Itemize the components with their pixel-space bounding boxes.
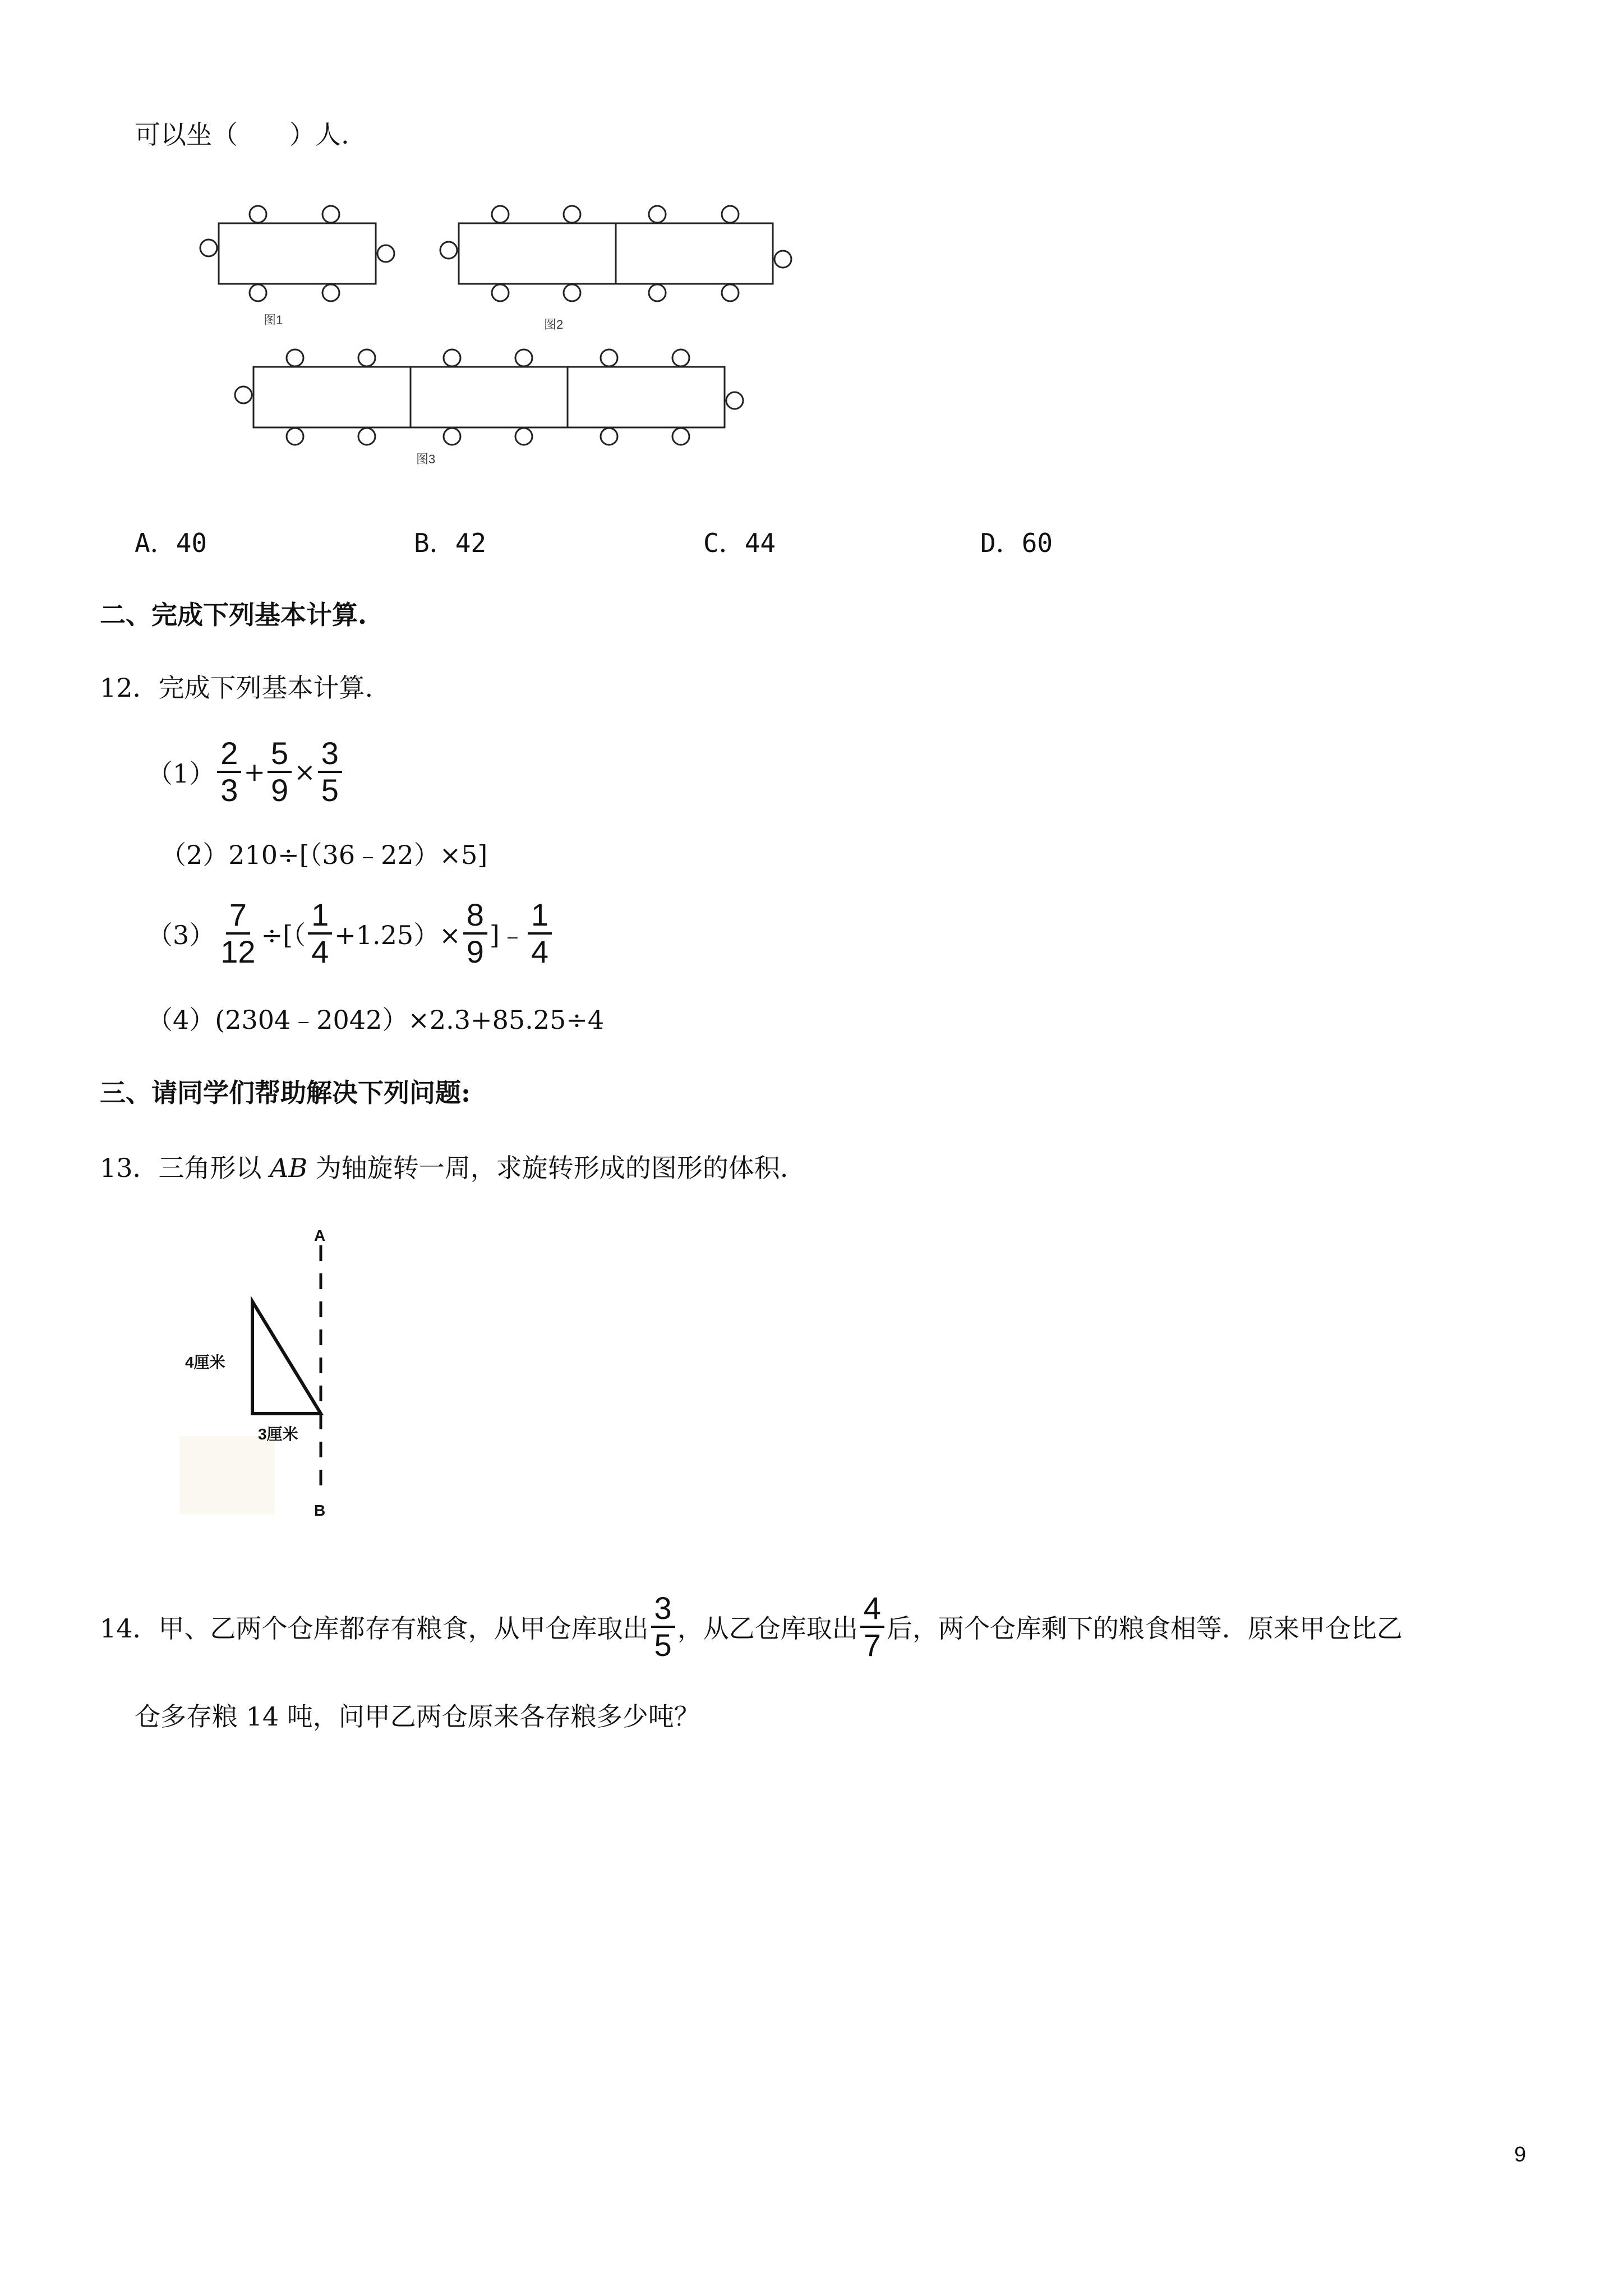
option-b: B．42 [414, 528, 487, 558]
chair [515, 349, 532, 366]
scan-shading [179, 1436, 275, 1515]
fraction: $\frac{3}{5}$ [318, 737, 342, 807]
fig2-table-left [459, 223, 616, 284]
right-triangle [252, 1301, 321, 1414]
chair [672, 428, 689, 445]
chair [235, 386, 252, 403]
option-d: D．60 [980, 528, 1053, 558]
chair [726, 392, 743, 409]
point-a-label: A [314, 1227, 326, 1244]
chair [287, 349, 303, 366]
chair [250, 206, 266, 223]
chair [440, 242, 457, 259]
chair [774, 251, 791, 268]
q14-stem-line-1: 14．甲、乙两个仓库都存有粮食，从甲仓库取出 $\frac{3}{5}$ ，从乙仓库取出 $\frac{4}{7}$ 后，两个仓库剩下的粮食相等．原来甲仓比乙 [100, 1590, 1403, 1663]
q12-stem: 12．完成下列基本计算. [100, 673, 374, 703]
fraction: $\frac{4}{7}$ [860, 1592, 884, 1662]
fraction: $\frac{1}{4}$ [308, 899, 332, 968]
point-b-label: B [314, 1502, 326, 1519]
chair [492, 206, 509, 223]
chair [722, 284, 739, 301]
q13-triangle-figure [179, 1223, 359, 1526]
axis-ab-label: AB [270, 1153, 308, 1183]
fig2-label: 图2 [544, 318, 564, 332]
page-number: 9 [1514, 2143, 1527, 2166]
fraction: $\frac{7}{12}$ [220, 897, 256, 969]
fig3-table-1 [253, 367, 411, 427]
height-label: 4厘米 [185, 1354, 225, 1371]
q12-item-3: （3） $\frac{7}{12}$ ÷[（ $\frac{1}{4}$ +1.25）× $\frac{8}{9}$ ]﹣ $\frac{1}{4}$ [147, 895, 554, 972]
chair [722, 206, 739, 223]
chair [515, 428, 532, 445]
fig3-table-3 [568, 367, 725, 427]
chair [377, 245, 394, 262]
chair [250, 284, 266, 301]
q11-table-figure [191, 191, 830, 482]
fig2-table-right [616, 223, 773, 284]
option-c: C．44 [703, 528, 776, 558]
chair [287, 428, 303, 445]
chair [601, 349, 617, 366]
chair [322, 284, 339, 301]
fraction: $\frac{2}{3}$ [217, 737, 241, 807]
chair [564, 284, 580, 301]
chair [649, 284, 666, 301]
chair [444, 349, 460, 366]
chair [444, 428, 460, 445]
chair [649, 206, 666, 223]
q12-item-2: （2）210÷[（36﹣22）×5] [160, 840, 488, 870]
fraction: $\frac{5}{9}$ [268, 737, 292, 807]
q12-item-4: （4）(2304﹣2042）×2.3+85.25÷4 [147, 1005, 605, 1035]
chair [492, 284, 509, 301]
chair [358, 428, 375, 445]
chair [322, 206, 339, 223]
chair [358, 349, 375, 366]
fig3-label: 图3 [416, 452, 436, 466]
fig1-table [219, 223, 376, 284]
q12-item-1: （1） $\frac{2}{3}$ + $\frac{5}{9}$ × $\frac{3}{5}$ [147, 734, 344, 810]
fraction: $\frac{3}{5}$ [651, 1592, 675, 1662]
q13-stem: 13．三角形以 AB 为轴旋转一周，求旋转形成的图形的体积. [100, 1153, 789, 1183]
chair [672, 349, 689, 366]
option-a: A．40 [135, 528, 208, 558]
q11-question-tail: 可以坐（ ）人. [135, 119, 349, 150]
fraction: $\frac{8}{9}$ [463, 899, 487, 968]
fig3-table-2 [411, 367, 568, 427]
section-3-heading: 三、请同学们帮助解决下列问题: [100, 1078, 471, 1108]
section-2-heading: 二、完成下列基本计算. [100, 600, 367, 630]
fraction: $\frac{1}{4}$ [528, 899, 552, 968]
fig1-label: 图1 [264, 313, 283, 327]
base-label: 3厘米 [258, 1425, 298, 1443]
q14-stem-line-2: 仓多存粮 14 吨，问甲乙两仓原来各存粮多少吨？ [135, 1701, 700, 1732]
chair [601, 428, 617, 445]
chair [200, 240, 217, 256]
chair [564, 206, 580, 223]
